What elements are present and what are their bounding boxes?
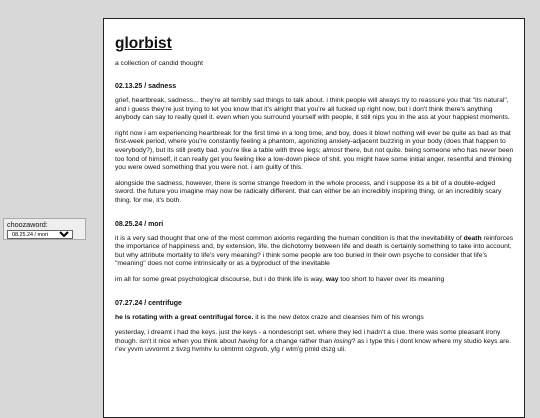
italic-text: losing	[333, 337, 352, 345]
entry-date-heading: 07.27.24 / centrifuge	[115, 299, 182, 307]
bold-text: he is rotating with a great centrifugal force.	[115, 313, 254, 321]
entry-paragraph	[115, 97, 514, 123]
paragraph-text: yesterday, i dreamt i had the keys. just	[115, 329, 232, 337]
entry-paragraph	[115, 235, 514, 269]
paragraph-text: it is the new detox craze and cleanses him of his wrongs	[253, 313, 424, 321]
paragraph-text: for a change rather than	[258, 337, 334, 345]
paragraph-text: too short to haver over its meaning	[338, 275, 445, 283]
paragraph-text: alongside the sadness, however, there is some strange freedom in the whole process, and i suppose its a bit of a double-edged sword. the future you imagine may now be radically different. that can either be an incredibly inspiring thing, or an incredibly scary thing. for me, it's both.	[115, 179, 502, 204]
paragraph-text: ? as i type this i dont know where my studio keys are. r'ev yvvm uvvormt z tivzg hvmhv lu olmtrmt ozgvob, yfg r wlm'g pmld dszg uli.	[115, 337, 512, 354]
word-chooser-select[interactable]	[7, 230, 73, 239]
entry-paragraph	[115, 314, 514, 323]
paragraph-text: right now i am experiencing heartbreak for the first time in a long time, and boy, does it blow! nothing will ever be quite as bad as that first-week period, where you're constantly feeling a phantom, agonizing anxiety-adjacent buzzing in your body (does that happen to everybody?), but its still pretty bad. you're like a table with three legs;	[115, 129, 511, 154]
paragraph-text: grief, heartbreak, sadness... they're all terribly sad things to talk about. i think people will always try to reassure you that "its natural", and i guess they're just trying to let you know that it's alright that you're all fucked up right now, but i don't think there's anything anybody can say to really quell it. even when you surround yourself with people, it still nips you in the ass at your happiest moments.	[115, 97, 510, 122]
entry-date-heading: 02.13.25 / sadness	[115, 83, 177, 90]
paragraph-text: keys - a nondescript set. where they led i hadn't a clue. there was some pleasant irony though. isn't it nice when you think about	[115, 329, 501, 345]
word-chooser	[3, 218, 86, 240]
bold-text: way	[325, 275, 339, 283]
italic-text: almost	[322, 146, 343, 154]
entry-paragraph	[115, 130, 514, 173]
entry-date-heading: 08.25.24 / mori	[115, 220, 164, 228]
italic-text: having	[238, 337, 259, 345]
entry-paragraph	[115, 180, 514, 206]
word-chooser-label: choozaword:	[7, 220, 48, 229]
paragraph-text: reinforces the importance of happiness and, by extension, life. the dichotomy between life and death is certainly something to take into account, but why attribute mortality to life's very meaning? i think some people are too buried in their own psyche to consider that life's "meaning" does not come intrinsically or as a byproduct of the inevitable	[115, 234, 514, 268]
entry-paragraph	[115, 276, 514, 285]
content-panel	[103, 18, 525, 418]
paragraph-text: im all for some great psychological discourse, but i do think life is way,	[115, 275, 326, 283]
paragraph-text: there, but not quite. being someone who has never been too fond of himself, it can really get you feeling like a low-down piece of shit. you might have some initial anger, resentful and thinking you were owed something that you were not. i am guilty of this.	[115, 146, 514, 172]
site-tagline: a collection of candid thought	[115, 60, 204, 67]
entries-list	[115, 82, 514, 355]
entry-paragraph	[115, 329, 514, 355]
paragraph-text: it is a very sad thought that one of the most common axioms regarding the human condition is that the inevitability of	[115, 234, 464, 242]
bold-text: death	[463, 234, 482, 242]
italic-text: the	[231, 329, 241, 337]
site-title[interactable]: glorbist	[115, 35, 172, 52]
